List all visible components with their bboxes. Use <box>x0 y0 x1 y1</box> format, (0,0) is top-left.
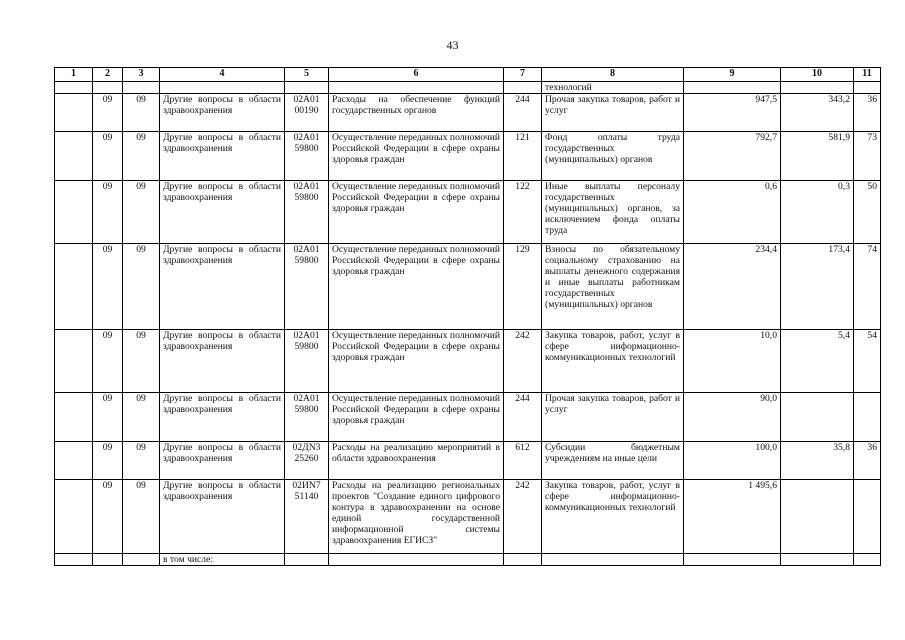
execution-percent: 50 <box>854 181 881 244</box>
planned-amount: 0,6 <box>684 181 781 244</box>
table-row <box>55 480 881 554</box>
table-row <box>55 132 881 181</box>
column-header: 7 <box>504 68 542 82</box>
planned-amount: 792,7 <box>684 132 781 181</box>
execution-percent: 74 <box>854 244 881 330</box>
expense-type-code: 244 <box>504 393 542 442</box>
page-number: 43 <box>446 38 459 52</box>
expense-description: Расходы на реализацию региональных проектов "Создание единого цифрового контура в здравоохранении на основе единой государственной информационной системы здравоохранения ЕГИСЗ" <box>329 480 504 554</box>
section-code: 09 <box>93 393 123 442</box>
column-header: 1 <box>55 68 93 82</box>
target-article-code: 02ИN7 51140 <box>285 480 329 554</box>
planned-amount: 234,4 <box>684 244 781 330</box>
expense-type-name: Взносы по обязательному социальному страхованию на выплаты денежного содержания и иные выплаты работникам государственных (муниципальных) органов <box>542 244 684 330</box>
section-name: Другие вопросы в области здравоохранения <box>160 181 285 244</box>
expense-type-name: Фонд оплаты труда государственных (муниципальных) органов <box>542 132 684 181</box>
target-article-code: 02А01 59800 <box>285 330 329 393</box>
executed-amount: 5,4 <box>781 330 854 393</box>
expense-type-name: Иные выплаты персоналу государственных (муниципальных) органов, за исключением фонда оплаты труда <box>542 181 684 244</box>
column-header: 2 <box>93 68 123 82</box>
table-row <box>55 181 881 244</box>
executed-amount: 173,4 <box>781 244 854 330</box>
table-row <box>55 330 881 393</box>
executed-amount <box>781 393 854 442</box>
section-code: 09 <box>93 330 123 393</box>
expense-description: Расходы на реализацию мероприятий в области здравоохранения <box>329 442 504 480</box>
expense-description: Расходы на обеспечение функций государственных органов <box>329 94 504 132</box>
column-header: 9 <box>684 68 781 82</box>
section-name: Другие вопросы в области здравоохранения <box>160 330 285 393</box>
column-header: 4 <box>160 68 285 82</box>
expense-type-name: Прочая закупка товаров, работ и услуг <box>542 393 684 442</box>
execution-percent: 36 <box>854 94 881 132</box>
planned-amount: 10,0 <box>684 330 781 393</box>
column-header: 6 <box>329 68 504 82</box>
carry-over-text: технологий <box>542 82 684 94</box>
target-article-code: 02А01 59800 <box>285 132 329 181</box>
table-row <box>55 244 881 330</box>
expense-type-code: 121 <box>504 132 542 181</box>
section-code: 09 <box>93 480 123 554</box>
expense-description: Осуществление переданных полномочий Российской Федерации в сфере охраны здоровья граждан <box>329 330 504 393</box>
target-article-code: 02А01 59800 <box>285 393 329 442</box>
planned-amount: 100,0 <box>684 442 781 480</box>
target-article-code: 02А01 00190 <box>285 94 329 132</box>
section-code: 09 <box>93 94 123 132</box>
expense-type-code: 244 <box>504 94 542 132</box>
subsection-code: 09 <box>123 94 160 132</box>
section-name: Другие вопросы в области здравоохранения <box>160 442 285 480</box>
header-row <box>55 68 881 82</box>
section-code: 09 <box>93 244 123 330</box>
section-name: Другие вопросы в области здравоохранения <box>160 94 285 132</box>
column-header: 10 <box>781 68 854 82</box>
target-article-code: 02А01 59800 <box>285 181 329 244</box>
planned-amount: 90,0 <box>684 393 781 442</box>
target-article-code: 02А01 59800 <box>285 244 329 330</box>
expense-type-name: Субсидии бюджетным учреждениям на иные цели <box>542 442 684 480</box>
table-row <box>55 393 881 442</box>
footer-row <box>55 554 881 566</box>
expense-description: Осуществление переданных полномочий Российской Федерации в сфере охраны здоровья граждан <box>329 132 504 181</box>
column-header: 8 <box>542 68 684 82</box>
expense-description: Осуществление переданных полномочий Российской Федерации в сфере охраны здоровья граждан <box>329 393 504 442</box>
section-name: Другие вопросы в области здравоохранения <box>160 244 285 330</box>
budget-table <box>54 67 881 566</box>
section-code: 09 <box>93 132 123 181</box>
expense-type-code: 242 <box>504 480 542 554</box>
expense-type-code: 122 <box>504 181 542 244</box>
subsection-code: 09 <box>123 181 160 244</box>
section-name: Другие вопросы в области здравоохранения <box>160 480 285 554</box>
column-header: 5 <box>285 68 329 82</box>
table-row <box>55 94 881 132</box>
column-header: 11 <box>854 68 881 82</box>
planned-amount: 1 495,6 <box>684 480 781 554</box>
subsection-code: 09 <box>123 132 160 181</box>
section-code: 09 <box>93 442 123 480</box>
executed-amount: 0,3 <box>781 181 854 244</box>
executed-amount: 35,8 <box>781 442 854 480</box>
executed-amount <box>781 480 854 554</box>
execution-percent: 73 <box>854 132 881 181</box>
executed-amount: 581,9 <box>781 132 854 181</box>
expense-type-name: Закупка товаров, работ, услуг в сфере информационно-коммуникационных технологий <box>542 330 684 393</box>
expense-type-code: 612 <box>504 442 542 480</box>
execution-percent: 54 <box>854 330 881 393</box>
execution-percent <box>854 480 881 554</box>
target-article-code: 02ДN3 25260 <box>285 442 329 480</box>
subsection-code: 09 <box>123 330 160 393</box>
subsection-code: 09 <box>123 442 160 480</box>
execution-percent <box>854 393 881 442</box>
subsection-code: 09 <box>123 393 160 442</box>
expense-type-code: 242 <box>504 330 542 393</box>
expense-description: Осуществление переданных полномочий Российской Федерации в сфере охраны здоровья граждан <box>329 244 504 330</box>
table-row <box>55 442 881 480</box>
carry-over-row <box>55 82 881 94</box>
subsection-code: 09 <box>123 480 160 554</box>
including-label: в том числе: <box>160 554 285 566</box>
subsection-code: 09 <box>123 244 160 330</box>
expense-type-name: Закупка товаров, работ, услуг в сфере информационно-коммуникационных технологий <box>542 480 684 554</box>
expense-type-code: 129 <box>504 244 542 330</box>
section-code: 09 <box>93 181 123 244</box>
expense-type-name: Прочая закупка товаров, работ и услуг <box>542 94 684 132</box>
section-name: Другие вопросы в области здравоохранения <box>160 132 285 181</box>
planned-amount: 947,5 <box>684 94 781 132</box>
expense-description: Осуществление переданных полномочий Российской Федерации в сфере охраны здоровья граждан <box>329 181 504 244</box>
section-name: Другие вопросы в области здравоохранения <box>160 393 285 442</box>
executed-amount: 343,2 <box>781 94 854 132</box>
column-header: 3 <box>123 68 160 82</box>
execution-percent: 36 <box>854 442 881 480</box>
